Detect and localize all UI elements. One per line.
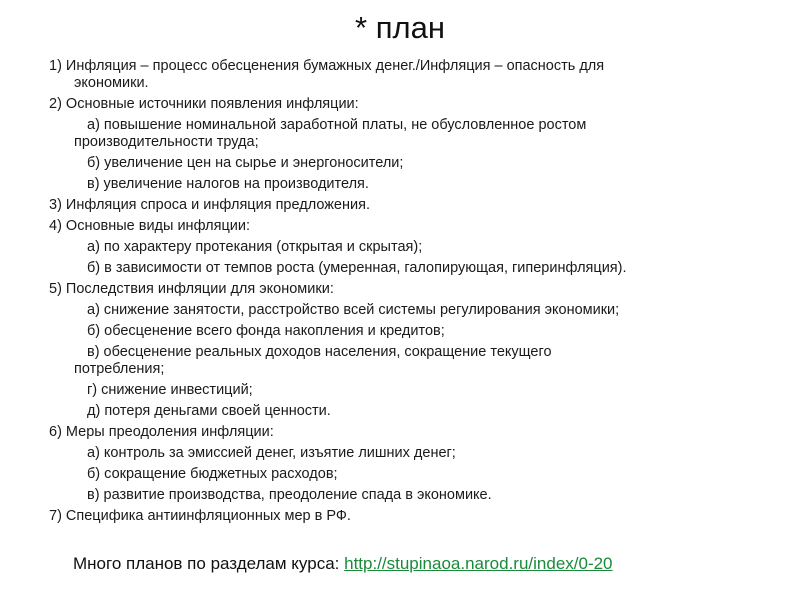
plan-item-6: 6) Меры преодоления инфляции:	[49, 424, 274, 440]
plan-subitem-5e: д) потеря деньгами своей ценности.	[87, 403, 331, 419]
plan-subitem-4b: б) в зависимости от темпов роста (умеренная, галопирующая, гиперинфляция).	[87, 260, 627, 276]
plan-subitem-6a: а) контроль за эмиссией денег, изъятие лишних денег;	[87, 445, 456, 461]
plan-subitem-2c: в) увеличение налогов на производителя.	[87, 176, 369, 192]
footer-note	[73, 554, 773, 574]
plan-subitem-6b: б) сокращение бюджетных расходов;	[87, 466, 338, 482]
plan-list	[49, 58, 769, 529]
plan-subitem-5a: а) снижение занятости, расстройство всей системы регулирования экономики;	[87, 302, 620, 318]
plan-item-3: 3) Инфляция спроса и инфляция предложения.	[49, 197, 370, 213]
slide-title: * план	[355, 10, 445, 45]
footer-text: Много планов по разделам курса:	[73, 554, 345, 573]
plan-subitem-6c: в) развитие производства, преодоление спада в экономике.	[87, 487, 492, 503]
plan-item-5: 5) Последствия инфляции для экономики:	[49, 281, 334, 297]
course-plans-link[interactable]: http://stupinaoa.narod.ru/index/0-20	[344, 554, 613, 573]
plan-item-1: 1) Инфляция – процесс обесценения бумажных денег./Инфляция – опасность для экономики.	[49, 58, 605, 91]
plan-subitem-4a: а) по характеру протекания (открытая и скрытая);	[87, 239, 423, 255]
plan-subitem-5d: г) снижение инвестиций;	[87, 382, 253, 398]
plan-subitem-5b: б) обесценение всего фонда накопления и кредитов;	[87, 323, 445, 339]
plan-item-4: 4) Основные виды инфляции:	[49, 218, 251, 234]
plan-subitem-2a: а) повышение номинальной заработной платы, не обусловленное ростом производительности труда;	[74, 117, 587, 150]
plan-item-7: 7) Специфика антиинфляционных мер в РФ.	[49, 508, 351, 524]
plan-subitem-2b: б) увеличение цен на сырье и энергоносители;	[87, 155, 404, 171]
plan-subitem-5c: в) обесценение реальных доходов населения, сокращение текущего потребления;	[74, 344, 552, 377]
plan-item-2: 2) Основные источники появления инфляции:	[49, 96, 359, 112]
